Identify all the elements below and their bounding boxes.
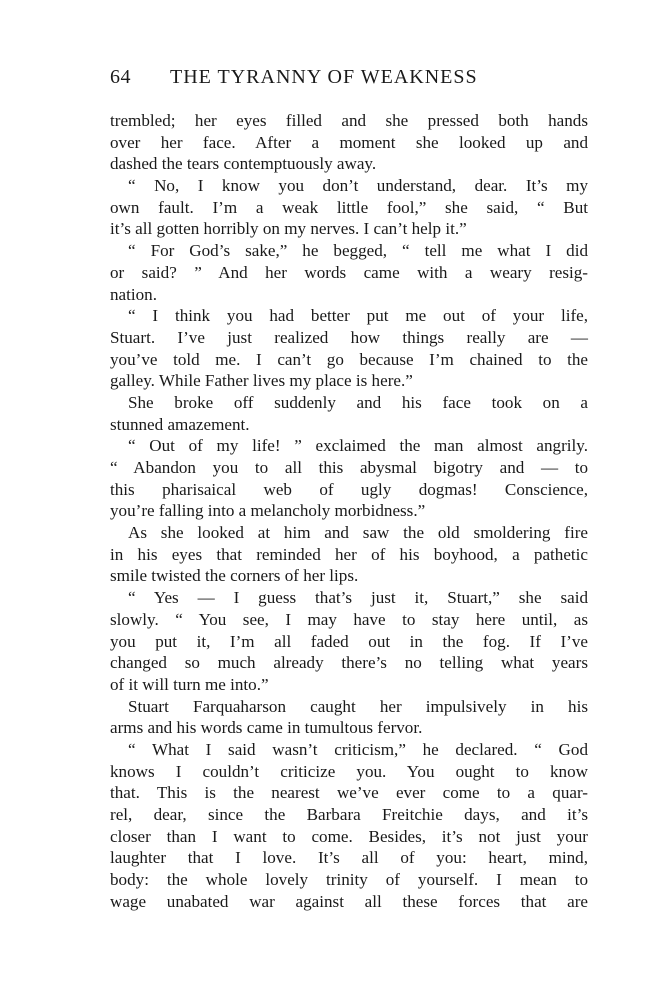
body-text: [110, 110, 588, 912]
text-line: “ Abandon you to all this abysmal bigotry and — to: [110, 458, 588, 477]
text-line: wage unabated war against all these forces that are: [110, 891, 588, 911]
text-line: slowly. “ You see, I may have to stay here until, as: [110, 609, 588, 629]
text-line: laughter that I love. It’s all of you: heart, mind,: [110, 848, 588, 868]
text-line: that. This is the nearest we’ve ever come to a quar-: [110, 783, 588, 803]
text-line: She broke off suddenly and his face took on a: [128, 392, 588, 412]
text-line: this pharisaical web of ugly dogmas! Conscience,: [110, 479, 588, 499]
text-line: of it will turn me into.”: [110, 674, 269, 694]
text-line: galley. While Father lives my place is here.”: [110, 371, 413, 391]
text-line: nation.: [110, 284, 157, 304]
text-line: in his eyes that reminded her of his boyhood, a pathetic: [110, 544, 588, 564]
text-line: closer than I want to come. Besides, it’s not just your: [110, 826, 588, 846]
book-page: [110, 66, 588, 912]
running-title: THE TYRANNY OF WEAKNESS: [170, 66, 478, 88]
text-line: dashed the tears contemptuously away.: [110, 154, 377, 174]
text-line: changed so much already there’s no telling what years: [110, 653, 588, 673]
text-line: you’re falling into a melancholy morbidness.”: [110, 501, 426, 521]
page-number: 64: [110, 66, 131, 88]
text-line: rel, dear, since the Barbara Freitchie days, and it’s: [110, 805, 588, 824]
text-line: body: the whole lovely trinity of yourself. I mean to: [110, 870, 588, 890]
text-line: it’s all gotten horribly on my nerves. I can’t help it.”: [110, 219, 467, 239]
running-header: [110, 66, 588, 100]
text-line: stunned amazement.: [110, 414, 250, 434]
text-line: As she looked at him and saw the old smoldering fire: [128, 523, 588, 543]
text-line: “ Out of my life! ” exclaimed the man almost angrily.: [128, 436, 588, 456]
text-line: or said? ” And her words came with a weary resig-: [110, 262, 588, 282]
text-line: “ No, I know you don’t understand, dear. It’s my: [128, 176, 588, 196]
text-line: trembled; her eyes filled and she pressed both hands: [110, 111, 588, 130]
text-line: “ I think you had better put me out of your life,: [128, 306, 588, 326]
text-line: “ For God’s sake,” he begged, “ tell me what I did: [128, 241, 588, 261]
text-line: Stuart Farquaharson caught her impulsively in his: [128, 696, 588, 716]
text-line: own fault. I’m a weak little fool,” she said, “ But: [110, 197, 588, 217]
text-line: arms and his words came in tumultous fervor.: [110, 718, 423, 738]
text-line: “ What I said wasn’t criticism,” he declared. “ God: [128, 739, 588, 759]
text-line: Stuart. I’ve just realized how things really are —: [110, 327, 588, 347]
text-line: you’ve told me. I can’t go because I’m chained to the: [110, 349, 588, 369]
text-line: over her face. After a moment she looked up and: [110, 132, 588, 152]
text-line: knows I couldn’t criticize you. You ought to know: [110, 761, 588, 781]
text-line: smile twisted the corners of her lips.: [110, 566, 359, 586]
text-line: you put it, I’m all faded out in the fog. If I’ve: [110, 631, 588, 651]
text-line: “ Yes — I guess that’s just it, Stuart,” she said: [128, 588, 588, 608]
